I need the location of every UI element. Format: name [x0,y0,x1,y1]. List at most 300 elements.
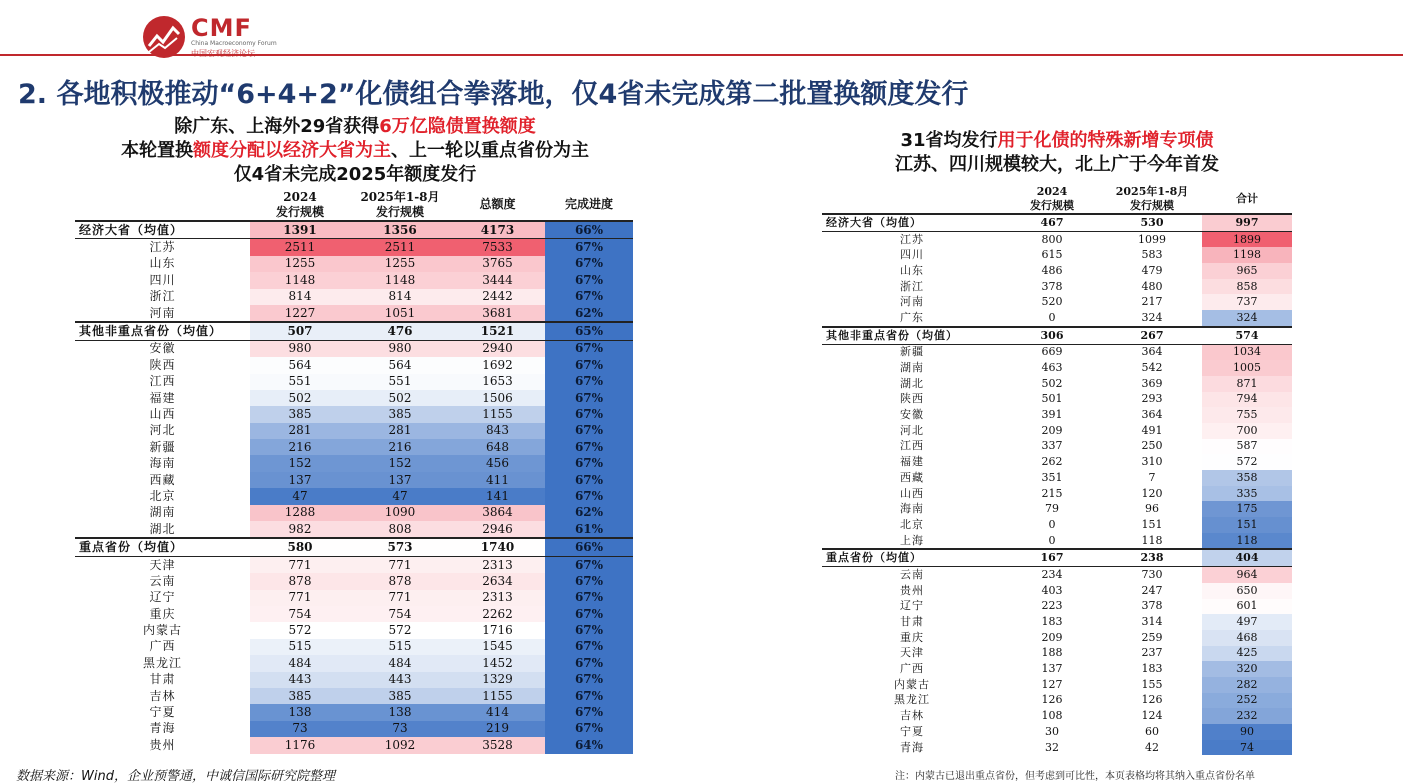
left-cell-province-name: 海南 [149,456,176,471]
left-cell-value-total: 3444 [450,272,545,288]
right-cell-value-2024: 800 [1041,232,1063,246]
right-cell-province-name: 青海 [900,740,924,754]
right-table-row [822,407,1292,423]
right-header-total: 合计 [1202,184,1292,214]
left-cell-value-2025: 572 [350,622,450,638]
left-header-2025 [350,189,450,221]
right-table-row [822,470,1292,486]
right-table-row [822,614,1292,630]
left-cell-value-2025: 551 [350,374,450,390]
right-cell-value-2024: 391 [1041,408,1063,422]
left-cell-province-name: 宁夏 [149,705,176,720]
right-cell-value-2025: 118 [1141,533,1163,547]
left-cell-value-total: 1716 [450,622,545,638]
right-cell-province-name: 广东 [900,310,924,324]
right-table-row [822,376,1292,392]
left-header-2024 [250,189,350,221]
right-caption-1-text: 31省均发行 [900,130,998,151]
right-cell-value-2025: 126 [1141,693,1163,707]
left-cell-value-total: 1452 [450,655,545,671]
left-table-row [75,672,633,688]
right-cell-province-name: 天津 [900,646,924,660]
left-cell-value-2024: 281 [250,423,350,439]
left-table-row [75,721,633,737]
left-cell-progress: 67% [545,439,633,455]
right-header-blank [822,184,1002,214]
right-table-row [822,533,1292,550]
right-cell-value-2024: 127 [1041,677,1063,691]
data-source: 数据来源：Wind，企业预警通，中诚信国际研究院整理 [16,769,335,784]
left-cell-value-total: 2313 [450,590,545,606]
left-cell-value-2025: 138 [350,704,450,720]
left-cell-province-name: 新疆 [149,439,176,454]
left-cell-progress: 67% [545,590,633,606]
right-cell-province-name: 江西 [900,439,924,453]
left-cell-value-2024: 216 [250,439,350,455]
left-caption-2-highlight: 额度分配以经济大省为主 [193,140,391,161]
right-cell-value-2025: 491 [1141,423,1163,437]
right-cell-value-total: 358 [1202,470,1292,486]
left-cell-province-name: 湖北 [149,521,176,536]
right-cell-value-2025: 250 [1141,439,1163,453]
left-cell-value-2025: 573 [350,538,450,556]
left-cell-province-name: 河南 [149,305,176,320]
left-cell-value-total: 4173 [450,221,545,239]
left-cell-value-total: 1545 [450,639,545,655]
right-cell-value-2025: 7 [1148,470,1156,484]
left-cell-progress: 62% [545,305,633,322]
left-cell-value-2024: 771 [250,556,350,573]
right-cell-province-name: 山东 [900,263,924,277]
right-cell-value-2024: 188 [1041,646,1063,660]
left-cell-value-2025: 754 [350,606,450,622]
left-cell-value-2025: 814 [350,289,450,305]
left-cell-progress: 67% [545,423,633,439]
left-cell-value-total: 141 [450,488,545,504]
right-cell-value-2025: 479 [1141,263,1163,277]
right-cell-province-name: 江苏 [900,232,924,246]
left-cell-progress: 67% [545,639,633,655]
left-cell-province-name: 江西 [149,374,176,389]
logo-text: CMF [191,14,252,42]
right-cell-value-2024: 486 [1041,263,1063,277]
right-cell-province-name: 其他非重点省份（均值） [822,327,1002,344]
right-cell-value-2024: 463 [1041,361,1063,375]
left-cell-progress: 61% [545,521,633,538]
left-caption-1 [75,112,635,138]
right-cell-value-2025: 42 [1145,740,1159,754]
right-caption-2: 江苏、四川规模较大，北上广于今年首发 [895,154,1219,175]
left-cell-value-total: 3528 [450,737,545,753]
left-cell-province-name: 山东 [149,256,176,271]
left-table-header [75,189,633,221]
right-cell-province-name: 海南 [900,502,924,516]
left-cell-province-name: 重点省份（均值） [75,538,250,556]
left-cell-value-2025: 502 [350,390,450,406]
right-cell-value-2024: 79 [1045,502,1059,516]
left-cell-value-2025: 980 [350,340,450,357]
left-cell-value-2024: 982 [250,521,350,538]
left-cell-province-name: 吉林 [149,688,176,703]
right-cell-value-2025: 96 [1145,502,1159,516]
right-cell-province-name: 经济大省（均值） [822,214,1002,231]
right-cell-province-name: 浙江 [900,279,924,293]
left-cell-value-2024: 564 [250,357,350,373]
right-cell-value-2024: 501 [1041,392,1063,406]
left-group-row [75,538,633,556]
left-cell-value-2024: 580 [250,538,350,556]
right-cell-value-total: 175 [1202,501,1292,517]
left-cell-value-2025: 1090 [350,505,450,521]
right-cell-value-2025: 155 [1141,677,1163,691]
left-table-row [75,455,633,471]
left-table-body [75,221,633,754]
right-cell-value-2024: 167 [1002,549,1102,566]
left-cell-province-name: 其他非重点省份（均值） [75,322,250,340]
left-cell-value-2025: 1051 [350,305,450,322]
left-cell-progress: 65% [545,322,633,340]
right-cell-value-2024: 215 [1041,486,1063,500]
right-cell-value-total: 497 [1202,614,1292,630]
left-cell-value-2024: 572 [250,622,350,638]
right-cell-value-total: 755 [1202,407,1292,423]
left-cell-value-total: 7533 [450,239,545,256]
right-group-row [822,214,1292,231]
left-cell-value-2024: 1391 [250,221,350,239]
right-table-row [822,646,1292,662]
left-table-row [75,590,633,606]
logo-subtitle-cn: 中国宏观经济论坛 [191,49,255,58]
left-cell-progress: 67% [545,622,633,638]
left-cell-value-total: 648 [450,439,545,455]
left-cell-value-2024: 1288 [250,505,350,521]
left-caption-2 [75,136,635,162]
right-cell-value-total: 965 [1202,263,1292,279]
left-cell-value-2025: 216 [350,439,450,455]
left-cell-value-2024: 502 [250,390,350,406]
right-cell-value-total: 572 [1202,454,1292,470]
right-table-row [822,661,1292,677]
right-table-row [822,439,1292,455]
left-cell-value-total: 414 [450,704,545,720]
left-cell-province-name: 福建 [149,390,176,405]
left-caption-3: 仅4省未完成2025年额度发行 [233,164,477,185]
left-table-row [75,406,633,422]
right-cell-province-name: 云南 [900,567,924,581]
right-cell-value-2024: 223 [1041,599,1063,613]
right-header-2024 [1002,184,1102,214]
left-cell-value-total: 1155 [450,406,545,422]
left-cell-province-name: 辽宁 [149,590,176,605]
left-table-row [75,357,633,373]
right-cell-value-total: 574 [1202,327,1292,344]
right-table-row [822,486,1292,502]
left-cell-progress: 67% [545,239,633,256]
right-cell-value-2024: 108 [1041,709,1063,723]
right-table-row [822,599,1292,615]
left-table-row [75,239,633,256]
right-cell-value-total: 997 [1202,214,1292,231]
right-table-row [822,423,1292,439]
left-cell-province-name: 天津 [149,557,176,572]
right-cell-value-2025: 259 [1141,630,1163,644]
left-cell-value-2025: 137 [350,472,450,488]
left-cell-value-total: 411 [450,472,545,488]
right-cell-value-total: 1005 [1202,360,1292,376]
left-table-row [75,688,633,704]
left-cell-province-name: 青海 [149,721,176,736]
left-cell-value-2025: 152 [350,455,450,471]
right-cell-value-2024: 351 [1041,470,1063,484]
left-cell-value-total: 843 [450,423,545,439]
left-cell-progress: 64% [545,737,633,753]
right-cell-value-2025: 364 [1141,345,1163,359]
right-table-row [822,310,1292,327]
right-cell-value-total: 252 [1202,693,1292,709]
left-cell-value-2025: 1255 [350,256,450,272]
left-cell-progress: 67% [545,606,633,622]
right-cell-value-total: 871 [1202,376,1292,392]
right-cell-province-name: 辽宁 [900,599,924,613]
left-cell-value-2025: 385 [350,688,450,704]
left-cell-progress: 66% [545,538,633,556]
right-table [822,184,1292,755]
left-cell-province-name: 经济大省（均值） [75,221,250,239]
left-cell-progress: 67% [545,374,633,390]
right-group-row [822,327,1292,344]
right-cell-value-2025: 124 [1141,709,1163,723]
left-cell-value-2025: 808 [350,521,450,538]
left-cell-value-2025: 281 [350,423,450,439]
right-cell-value-total: 425 [1202,646,1292,662]
left-cell-value-2024: 551 [250,374,350,390]
left-header-blank [75,189,250,221]
left-cell-value-2024: 385 [250,406,350,422]
left-cell-value-total: 3864 [450,505,545,521]
left-cell-value-total: 3681 [450,305,545,322]
right-cell-value-2024: 0 [1048,533,1056,547]
left-cell-value-total: 2946 [450,521,545,538]
left-cell-value-2024: 385 [250,688,350,704]
left-cell-province-name: 内蒙古 [142,623,182,638]
right-cell-value-2024: 30 [1045,724,1059,738]
left-table-row [75,289,633,305]
left-cell-province-name: 四川 [149,272,176,287]
left-caption-2-text: 本轮置换 [121,140,193,161]
right-cell-value-2025: 1099 [1138,232,1166,246]
right-table-row [822,583,1292,599]
left-table-row [75,622,633,638]
right-cell-value-2025: 293 [1141,392,1163,406]
right-cell-value-2025: 217 [1141,295,1163,309]
right-cell-value-2024: 403 [1041,583,1063,597]
left-cell-value-2025: 385 [350,406,450,422]
left-cell-progress: 67% [545,406,633,422]
left-cell-progress: 67% [545,721,633,737]
right-cell-value-2025: 310 [1141,455,1163,469]
right-cell-value-total: 232 [1202,708,1292,724]
left-cell-value-2025: 515 [350,639,450,655]
left-table-row [75,488,633,504]
right-table-row [822,247,1292,263]
left-cell-progress: 67% [545,488,633,504]
left-table [75,189,633,754]
logo-mark-icon [143,16,185,58]
right-cell-value-2025: 542 [1141,361,1163,375]
left-table-row [75,521,633,538]
right-cell-value-2024: 378 [1041,279,1063,293]
right-cell-value-2024: 183 [1041,615,1063,629]
left-cell-value-2024: 771 [250,590,350,606]
right-table-row [822,567,1292,583]
right-table-row [822,294,1292,310]
left-cell-value-2024: 138 [250,704,350,720]
right-cell-value-total: 324 [1202,310,1292,327]
left-cell-value-total: 1692 [450,357,545,373]
left-table-row [75,556,633,573]
right-cell-province-name: 重庆 [900,630,924,644]
right-table-row [822,392,1292,408]
left-cell-value-total: 2442 [450,289,545,305]
left-cell-progress: 67% [545,256,633,272]
right-cell-value-2024: 669 [1041,345,1063,359]
left-cell-value-2024: 137 [250,472,350,488]
left-cell-value-total: 1155 [450,688,545,704]
right-cell-value-total: 151 [1202,517,1292,533]
right-cell-value-2025: 238 [1102,549,1202,566]
right-cell-province-name: 黑龙江 [894,693,930,707]
left-cell-value-2024: 2511 [250,239,350,256]
left-cell-value-2024: 73 [250,721,350,737]
right-cell-value-2025: 324 [1141,310,1163,324]
right-cell-value-total: 74 [1202,740,1292,756]
right-cell-value-total: 1198 [1202,247,1292,263]
right-cell-province-name: 安徽 [900,408,924,422]
left-cell-value-total: 2262 [450,606,545,622]
right-table-row [822,740,1292,756]
left-cell-progress: 66% [545,221,633,239]
left-cell-value-2025: 47 [350,488,450,504]
left-cell-province-name: 河北 [149,423,176,438]
left-cell-progress: 67% [545,357,633,373]
left-cell-province-name: 西藏 [149,472,176,487]
right-table-row [822,454,1292,470]
left-cell-progress: 67% [545,573,633,589]
right-cell-value-2024: 306 [1002,327,1102,344]
left-cell-progress: 67% [545,390,633,406]
left-cell-province-name: 黑龙江 [142,655,182,670]
left-cell-province-name: 陕西 [149,357,176,372]
left-cell-province-name: 山西 [149,406,176,421]
right-caption-1 [822,126,1292,152]
left-cell-value-2024: 515 [250,639,350,655]
left-cell-progress: 67% [545,455,633,471]
left-cell-value-total: 3765 [450,256,545,272]
right-cell-value-total: 700 [1202,423,1292,439]
right-group-row [822,549,1292,566]
right-table-row [822,630,1292,646]
right-cell-value-2025: 237 [1141,646,1163,660]
left-table-row [75,505,633,521]
left-table-row [75,573,633,589]
left-cell-value-2024: 1227 [250,305,350,322]
left-cell-province-name: 广西 [149,639,176,654]
right-cell-value-total: 650 [1202,583,1292,599]
right-cell-province-name: 北京 [900,517,924,531]
right-cell-value-total: 587 [1202,439,1292,455]
right-cell-province-name: 贵州 [900,583,924,597]
right-cell-province-name: 福建 [900,455,924,469]
left-cell-value-2024: 152 [250,455,350,471]
right-table-row [822,344,1292,360]
left-table-row [75,606,633,622]
left-group-row [75,322,633,340]
left-cell-province-name: 云南 [149,573,176,588]
right-cell-value-total: 118 [1202,533,1292,550]
left-cell-progress: 67% [545,688,633,704]
left-cell-progress: 67% [545,655,633,671]
right-table-row [822,279,1292,295]
right-table-row [822,517,1292,533]
right-table-row [822,231,1292,247]
left-cell-progress: 67% [545,672,633,688]
right-cell-province-name: 河北 [900,423,924,437]
right-header-2025-year: 2025年1-8月 [1115,184,1189,198]
right-header-2024-label: 发行规模 [1030,198,1074,212]
left-cell-province-name: 重庆 [149,606,176,621]
right-cell-value-2024: 337 [1041,439,1063,453]
right-cell-value-total: 404 [1202,549,1292,566]
right-caption-1-highlight: 用于化债的特殊新增专项债 [997,130,1214,151]
left-cell-value-2024: 980 [250,340,350,357]
cmf-logo [143,16,283,60]
right-cell-province-name: 新疆 [900,345,924,359]
left-cell-progress: 62% [545,505,633,521]
left-cell-province-name: 甘肃 [149,672,176,687]
right-cell-value-2025: 183 [1141,662,1163,676]
logo-subtitle-en: China Macroeconomy Forum [191,40,277,47]
left-table-row [75,639,633,655]
left-cell-value-2025: 476 [350,322,450,340]
left-cell-province-name: 安徽 [149,341,176,356]
left-table-row [75,374,633,390]
left-cell-progress: 67% [545,472,633,488]
right-cell-value-2025: 530 [1102,214,1202,231]
right-cell-value-2024: 0 [1048,310,1056,324]
right-cell-value-2025: 120 [1141,486,1163,500]
left-cell-value-total: 2634 [450,573,545,589]
left-cell-value-2025: 564 [350,357,450,373]
right-table-row [822,501,1292,517]
right-cell-province-name: 西藏 [900,470,924,484]
right-cell-value-2025: 247 [1141,583,1163,597]
left-cell-value-2025: 771 [350,590,450,606]
right-cell-value-2025: 480 [1141,279,1163,293]
left-cell-province-name: 北京 [149,488,176,503]
left-cell-value-total: 219 [450,721,545,737]
right-cell-province-name: 湖北 [900,376,924,390]
left-cell-value-total: 1740 [450,538,545,556]
right-cell-value-2025: 369 [1141,376,1163,390]
left-cell-value-2024: 1176 [250,737,350,753]
right-header-2025 [1102,184,1202,214]
left-header-2025-year: 2025年1-8月 [360,189,440,204]
left-header-2024-label: 发行规模 [275,204,324,219]
right-table-row [822,724,1292,740]
left-cell-value-2024: 1148 [250,272,350,288]
right-cell-province-name: 上海 [900,533,924,547]
left-cell-value-2025: 1092 [350,737,450,753]
